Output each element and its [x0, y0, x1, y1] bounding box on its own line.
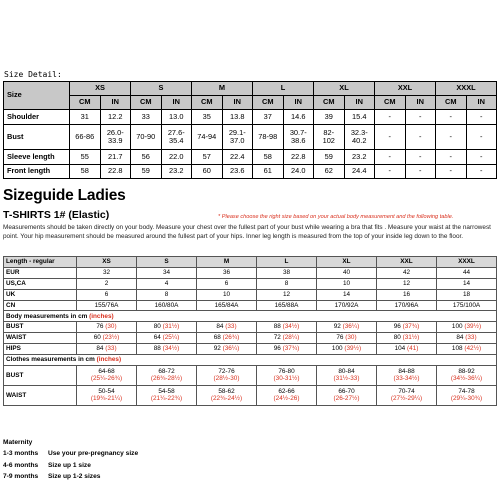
- table-cell: [377, 385, 437, 405]
- cm-value: 92: [213, 345, 221, 353]
- table-cell: [317, 322, 377, 333]
- inch-value: (34½-36¼): [450, 375, 483, 383]
- clothes-heading-row-unit: (inches): [96, 356, 122, 364]
- inch-value: (31½-33): [333, 375, 360, 383]
- table-cell: [257, 344, 317, 355]
- row-label: Sleeve length: [4, 150, 70, 165]
- table-cell: -: [466, 150, 497, 165]
- table-cell: [437, 322, 497, 333]
- table-cell: [77, 365, 137, 385]
- clothes-row-label: BUST: [4, 365, 77, 385]
- table-cell: 59: [131, 165, 162, 179]
- table-cell: -: [436, 125, 467, 150]
- table-cell: 16: [377, 289, 437, 300]
- inch-value: (39½): [344, 345, 362, 353]
- clothes-row: [4, 365, 497, 385]
- table-cell: 22.4: [222, 150, 253, 165]
- unit-in: IN: [283, 96, 314, 110]
- cm-value: 74-78: [458, 387, 475, 395]
- table-cell: 22.0: [161, 150, 192, 165]
- size-header: L: [253, 82, 314, 96]
- table-cell: 58: [70, 165, 101, 179]
- cm-value: 88: [153, 345, 161, 353]
- size-header: L: [257, 257, 317, 268]
- table-cell: [437, 385, 497, 405]
- maternity-title: Maternity: [3, 439, 33, 446]
- table-cell: 4: [137, 278, 197, 289]
- table-cell: [317, 333, 377, 344]
- body-heading-row-cell: [4, 311, 497, 322]
- table-cell: 8: [137, 289, 197, 300]
- body-row: [4, 344, 497, 355]
- inch-value: (19¾-21¼): [90, 395, 123, 403]
- unit-in: IN: [222, 96, 253, 110]
- measurement-instructions: Measurements should be taken directly on your body. Measure your chest over the fullest part of your bust while wearing a bra that fits . Measure your waist at the narrowest point. Your hip measurement should be measured around the fullest part of your hips. Inner leg length is measured from the top of your inside leg down to the floor.: [3, 224, 491, 240]
- inch-value: (33-34½): [393, 375, 420, 383]
- maternity-period: 1-3 months: [3, 450, 39, 458]
- unit-in: IN: [405, 96, 436, 110]
- size-header: XXL: [375, 82, 436, 96]
- table-cell: 13.0: [161, 110, 192, 125]
- table-cell: 14.6: [283, 110, 314, 125]
- table-cell: -: [405, 125, 436, 150]
- table-cell: 30.7- 38.6: [283, 125, 314, 150]
- region-row: [4, 267, 497, 278]
- product-subtitle: T-SHIRTS 1# (Elastic): [3, 209, 110, 221]
- table-cell: 170/92A: [317, 300, 377, 311]
- table-cell: -: [436, 165, 467, 179]
- region-row: [4, 278, 497, 289]
- table-cell: 10: [317, 278, 377, 289]
- cm-value: 84: [216, 323, 224, 331]
- inch-value: (24½-26): [273, 395, 300, 403]
- inch-value: (42½): [464, 345, 482, 353]
- unit-in: IN: [466, 96, 497, 110]
- inch-value: (36¼): [222, 345, 240, 353]
- table-cell: 38: [257, 267, 317, 278]
- clothes-heading-row: [4, 355, 497, 366]
- size-header: M: [192, 82, 253, 96]
- unit-cm: CM: [70, 96, 101, 110]
- size-guide-table: [3, 256, 497, 406]
- table-cell: [437, 365, 497, 385]
- cm-value: 100: [331, 345, 343, 353]
- table-cell: -: [405, 110, 436, 125]
- size-header: XXXL: [437, 257, 497, 268]
- size-header-row: [4, 82, 497, 96]
- table-cell: 175/100A: [437, 300, 497, 311]
- table-cell: [377, 333, 437, 344]
- cm-value: 62-66: [278, 387, 295, 395]
- table-cell: 165/84A: [197, 300, 257, 311]
- region-label: US,CA: [4, 278, 77, 289]
- table-cell: [197, 344, 257, 355]
- clothes-heading-row-cell: [4, 355, 497, 366]
- table-cell: [137, 344, 197, 355]
- size-header: S: [131, 82, 192, 96]
- header-label: Length - regular: [4, 257, 77, 268]
- table-cell: -: [375, 165, 406, 179]
- maternity-section: [3, 437, 138, 482]
- body-heading-row-unit: (inches): [89, 312, 114, 320]
- inch-value: (34½): [282, 323, 300, 331]
- unit-in: IN: [100, 96, 131, 110]
- inch-value: (25¼-26¾): [90, 375, 123, 383]
- cm-value: 68: [213, 334, 221, 342]
- inch-value: (39½): [464, 323, 482, 331]
- inch-value: (37¾): [282, 345, 300, 353]
- size-header: XS: [70, 82, 131, 96]
- size-header: XL: [314, 82, 375, 96]
- maternity-text: Use your pre-pregnancy size: [48, 450, 139, 458]
- inch-value: (33): [225, 323, 237, 331]
- table-cell: 60: [192, 165, 223, 179]
- cm-value: 80: [393, 334, 401, 342]
- clothes-heading-row-text: Clothes measurements in cm: [6, 356, 95, 364]
- table-cell: -: [466, 165, 497, 179]
- unit-cm: CM: [131, 96, 162, 110]
- size-note: * Please choose the right size based on your actual body measurement and the following table.: [218, 214, 454, 220]
- size-header: XL: [317, 257, 377, 268]
- table-cell: [137, 365, 197, 385]
- table-cell: [437, 333, 497, 344]
- inch-value: (30): [345, 334, 357, 342]
- cm-value: 76: [336, 334, 344, 342]
- table-cell: [137, 385, 197, 405]
- maternity-row: [3, 471, 138, 482]
- inch-value: (26-27½): [333, 395, 360, 403]
- maternity-row: [3, 448, 138, 459]
- table-cell: [77, 333, 137, 344]
- inch-value: (22¾-24½): [210, 395, 243, 403]
- cm-value: 88-92: [458, 367, 475, 375]
- cm-value: 108: [451, 345, 463, 353]
- body-row-label: WAIST: [4, 333, 77, 344]
- size-detail-table: [3, 81, 497, 179]
- cm-value: 70-74: [398, 387, 415, 395]
- page-title: Sizeguide Ladies: [3, 187, 126, 204]
- table-cell: 32.3- 40.2: [344, 125, 375, 150]
- table-cell: 34: [137, 267, 197, 278]
- size-corner-cell: Size: [4, 82, 70, 110]
- table-cell: 21.7: [100, 150, 131, 165]
- cm-value: 84: [456, 334, 464, 342]
- region-row: [4, 300, 497, 311]
- table-cell: 8: [257, 278, 317, 289]
- row-label: Shoulder: [4, 110, 70, 125]
- cm-value: 96: [393, 323, 401, 331]
- inch-value: (28½-30): [213, 375, 240, 383]
- size-header: S: [137, 257, 197, 268]
- table-cell: [197, 333, 257, 344]
- cm-value: 66-70: [338, 387, 355, 395]
- table-cell: 13.8: [222, 110, 253, 125]
- table-cell: 74-94: [192, 125, 223, 150]
- table-cell: 32: [77, 267, 137, 278]
- inch-value: (33): [105, 345, 117, 353]
- row-label: Front length: [4, 165, 70, 179]
- cm-value: 80-84: [338, 367, 355, 375]
- table-cell: -: [436, 110, 467, 125]
- unit-cm: CM: [253, 96, 284, 110]
- size-header: XS: [77, 257, 137, 268]
- table-cell: 14: [317, 289, 377, 300]
- inch-value: (30-31½): [273, 375, 300, 383]
- table-cell: [77, 344, 137, 355]
- table-cell: [377, 322, 437, 333]
- body-heading-row: [4, 311, 497, 322]
- table-cell: 31: [70, 110, 101, 125]
- table-cell: -: [405, 165, 436, 179]
- inch-value: (33): [465, 334, 477, 342]
- body-row: [4, 333, 497, 344]
- table-cell: 24.4: [344, 165, 375, 179]
- inch-value: (41): [407, 345, 419, 353]
- table-cell: [197, 365, 257, 385]
- table-cell: [197, 322, 257, 333]
- body-heading-row-text: Body measurements in cm: [6, 312, 88, 320]
- table-cell: -: [405, 150, 436, 165]
- cm-value: 58-62: [218, 387, 235, 395]
- table-cell: 35: [192, 110, 223, 125]
- table-cell: 6: [197, 278, 257, 289]
- table-cell: 26.0- 33.9: [100, 125, 131, 150]
- table-cell: [317, 385, 377, 405]
- table-cell: 29.1- 37.0: [222, 125, 253, 150]
- table-cell: 160/80A: [137, 300, 197, 311]
- table-cell: 170/96A: [377, 300, 437, 311]
- table-cell: [377, 344, 437, 355]
- table-cell: [257, 385, 317, 405]
- cm-value: 72-76: [218, 367, 235, 375]
- cm-value: 76: [96, 323, 104, 331]
- cm-value: 104: [394, 345, 406, 353]
- table-cell: 12: [377, 278, 437, 289]
- table-cell: 56: [131, 150, 162, 165]
- region-label: CN: [4, 300, 77, 311]
- size-header: XXXL: [436, 82, 497, 96]
- table-cell: 44: [437, 267, 497, 278]
- table-cell: 82- 102: [314, 125, 345, 150]
- cm-value: 100: [451, 323, 463, 331]
- table-cell: 22.8: [283, 150, 314, 165]
- inch-value: (26¾-28½): [150, 375, 183, 383]
- table-cell: 10: [197, 289, 257, 300]
- table-cell: [77, 385, 137, 405]
- table-cell: 12: [257, 289, 317, 300]
- table-cell: 55: [70, 150, 101, 165]
- table-cell: 42: [377, 267, 437, 278]
- body-row-label: HIPS: [4, 344, 77, 355]
- table-cell: 66-86: [70, 125, 101, 150]
- cm-value: 64-68: [98, 367, 115, 375]
- inch-value: (31½): [162, 323, 180, 331]
- table-cell: 59: [314, 150, 345, 165]
- table-cell: 6: [77, 289, 137, 300]
- unit-in: IN: [344, 96, 375, 110]
- table-cell: 2: [77, 278, 137, 289]
- unit-cm: CM: [375, 96, 406, 110]
- inch-value: (21¼-22¾): [150, 395, 183, 403]
- cm-value: 84: [96, 345, 104, 353]
- cm-value: 72: [273, 334, 281, 342]
- cm-value: 92: [333, 323, 341, 331]
- table-cell: 12.2: [100, 110, 131, 125]
- table-cell: -: [375, 125, 406, 150]
- cm-value: 96: [273, 345, 281, 353]
- inch-value: (26¾): [222, 334, 240, 342]
- cm-value: 88: [273, 323, 281, 331]
- maternity-row: [3, 460, 138, 471]
- table-cell: 165/88A: [257, 300, 317, 311]
- unit-cm: CM: [436, 96, 467, 110]
- maternity-period: 4-6 months: [3, 461, 39, 469]
- unit-cm: CM: [192, 96, 223, 110]
- table-cell: [437, 344, 497, 355]
- table-cell: 62: [314, 165, 345, 179]
- region-label: UK: [4, 289, 77, 300]
- region-label: EUR: [4, 267, 77, 278]
- table-cell: -: [375, 110, 406, 125]
- body-row: [4, 322, 497, 333]
- inch-value: (28¼): [282, 334, 300, 342]
- inch-value: (36¼): [342, 323, 360, 331]
- size-detail-label: Size Detail:: [4, 70, 62, 79]
- cm-value: 54-58: [158, 387, 175, 395]
- table-cell: [317, 365, 377, 385]
- table-cell: [257, 333, 317, 344]
- table-cell: -: [466, 125, 497, 150]
- table-cell: 61: [253, 165, 284, 179]
- table-cell: 22.8: [100, 165, 131, 179]
- table-cell: [257, 365, 317, 385]
- table-cell: -: [466, 110, 497, 125]
- cm-value: 76-80: [278, 367, 295, 375]
- table-cell: [137, 333, 197, 344]
- table-cell: 23.2: [344, 150, 375, 165]
- table-cell: [317, 344, 377, 355]
- clothes-row-label: WAIST: [4, 385, 77, 405]
- table-cell: 39: [314, 110, 345, 125]
- table-cell: 58: [253, 150, 284, 165]
- cm-value: 68-72: [158, 367, 175, 375]
- table-cell: 24.0: [283, 165, 314, 179]
- inch-value: (31½): [402, 334, 420, 342]
- size-header: XXL: [377, 257, 437, 268]
- body-row-label: BUST: [4, 322, 77, 333]
- table-cell: 78-98: [253, 125, 284, 150]
- table-cell: [77, 322, 137, 333]
- table-row: [4, 110, 497, 125]
- table-cell: -: [436, 150, 467, 165]
- table-cell: 57: [192, 150, 223, 165]
- inch-value: (23½): [102, 334, 120, 342]
- cm-value: 84-88: [398, 367, 415, 375]
- size-guide-body: [4, 257, 497, 406]
- inch-value: (37¾): [402, 323, 420, 331]
- maternity-rows: [3, 448, 138, 482]
- maternity-text: Size up 1-2 sizes: [48, 472, 101, 480]
- table-cell: 14: [437, 278, 497, 289]
- inch-value: (29¼-30¾): [450, 395, 483, 403]
- size-header-row: [4, 257, 497, 268]
- cm-value: 50-54: [98, 387, 115, 395]
- inch-value: (25¼): [162, 334, 180, 342]
- table-row: [4, 125, 497, 150]
- table-cell: 18: [437, 289, 497, 300]
- table-cell: 36: [197, 267, 257, 278]
- maternity-text: Size up 1 size: [48, 461, 91, 469]
- table-row: [4, 165, 497, 179]
- cm-value: 64: [153, 334, 161, 342]
- size-detail-body: [4, 110, 497, 179]
- table-cell: [137, 322, 197, 333]
- unit-header-row: [4, 96, 497, 110]
- table-cell: [197, 385, 257, 405]
- clothes-row: [4, 385, 497, 405]
- maternity-period: 7-9 months: [3, 472, 39, 480]
- cm-value: 80: [153, 323, 161, 331]
- region-row: [4, 289, 497, 300]
- table-cell: [257, 322, 317, 333]
- table-row: [4, 150, 497, 165]
- table-cell: [377, 365, 437, 385]
- inch-value: (27½-29¼): [390, 395, 423, 403]
- unit-cm: CM: [314, 96, 345, 110]
- table-cell: 33: [131, 110, 162, 125]
- table-cell: 15.4: [344, 110, 375, 125]
- table-cell: 27.6- 35.4: [161, 125, 192, 150]
- inch-value: (34½): [162, 345, 180, 353]
- table-cell: 155/76A: [77, 300, 137, 311]
- table-cell: 40: [317, 267, 377, 278]
- inch-value: (30): [105, 323, 117, 331]
- row-label: Bust: [4, 125, 70, 150]
- unit-in: IN: [161, 96, 192, 110]
- table-cell: 70-90: [131, 125, 162, 150]
- cm-value: 60: [93, 334, 101, 342]
- size-header: M: [197, 257, 257, 268]
- table-cell: 23.6: [222, 165, 253, 179]
- table-cell: 23.2: [161, 165, 192, 179]
- table-cell: -: [375, 150, 406, 165]
- table-cell: 37: [253, 110, 284, 125]
